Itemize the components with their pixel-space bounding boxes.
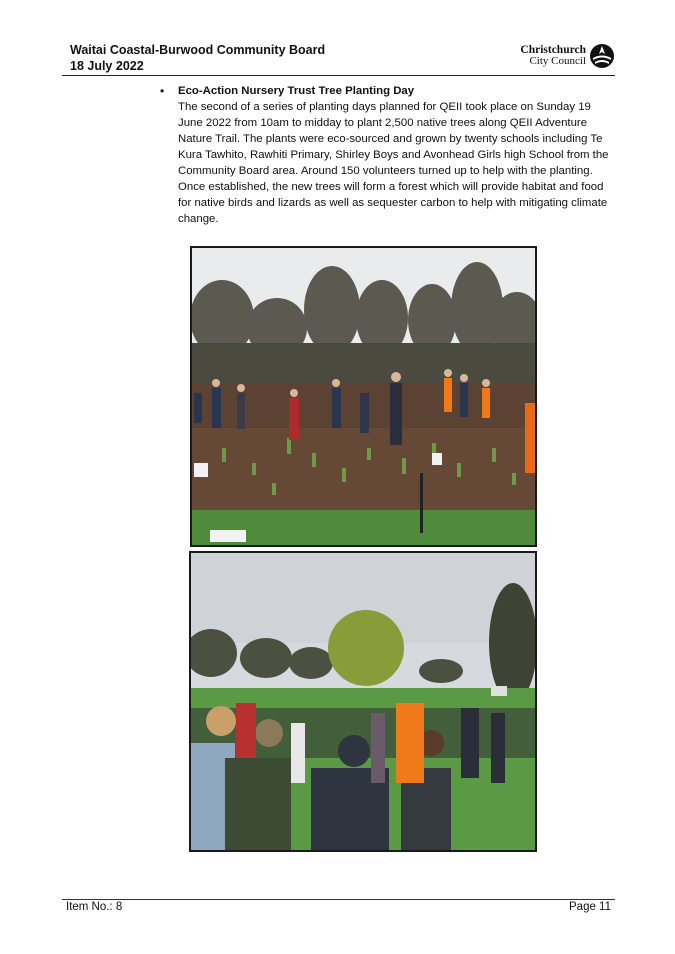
bullet-icon: •: [160, 84, 165, 98]
logo-text-line2: City Council: [529, 55, 586, 67]
meeting-date: 18 July 2022: [70, 59, 144, 73]
council-emblem-icon: [589, 43, 615, 69]
page-number: Page 11: [569, 901, 611, 913]
item-paragraph: The second of a series of planting days planned for QEII took place on Sunday 19 June 2022 from 10am to midday to plant 2,500 native trees along QEII Adventure Nature Trail. The plants were eco-sourced and grown by twenty schools including Te Kura Tawhito, Rawhiti Primary, Shirley Boys and Avonhead Girls high School from the Community Board area. Around 150 volunteers turned up to help with the planting. Once established, the new trees will form a forest which will provide habitat and food for native birds and lizards as well as sequester carbon to help with mitigating climate change.: [178, 101, 609, 225]
planting-photo: [190, 246, 537, 547]
board-name: Waitai Coastal-Burwood Community Board: [70, 43, 326, 57]
gathering-photo: [189, 551, 537, 852]
header-divider: [62, 75, 615, 76]
logo-text-line1: Christchurch: [520, 44, 586, 56]
item-heading: Eco-Action Nursery Trust Tree Planting Day: [178, 85, 415, 97]
council-logo: [520, 42, 615, 70]
item-number: Item No.: 8: [66, 901, 123, 913]
page-header: [70, 42, 615, 76]
footer-divider: [62, 899, 615, 900]
